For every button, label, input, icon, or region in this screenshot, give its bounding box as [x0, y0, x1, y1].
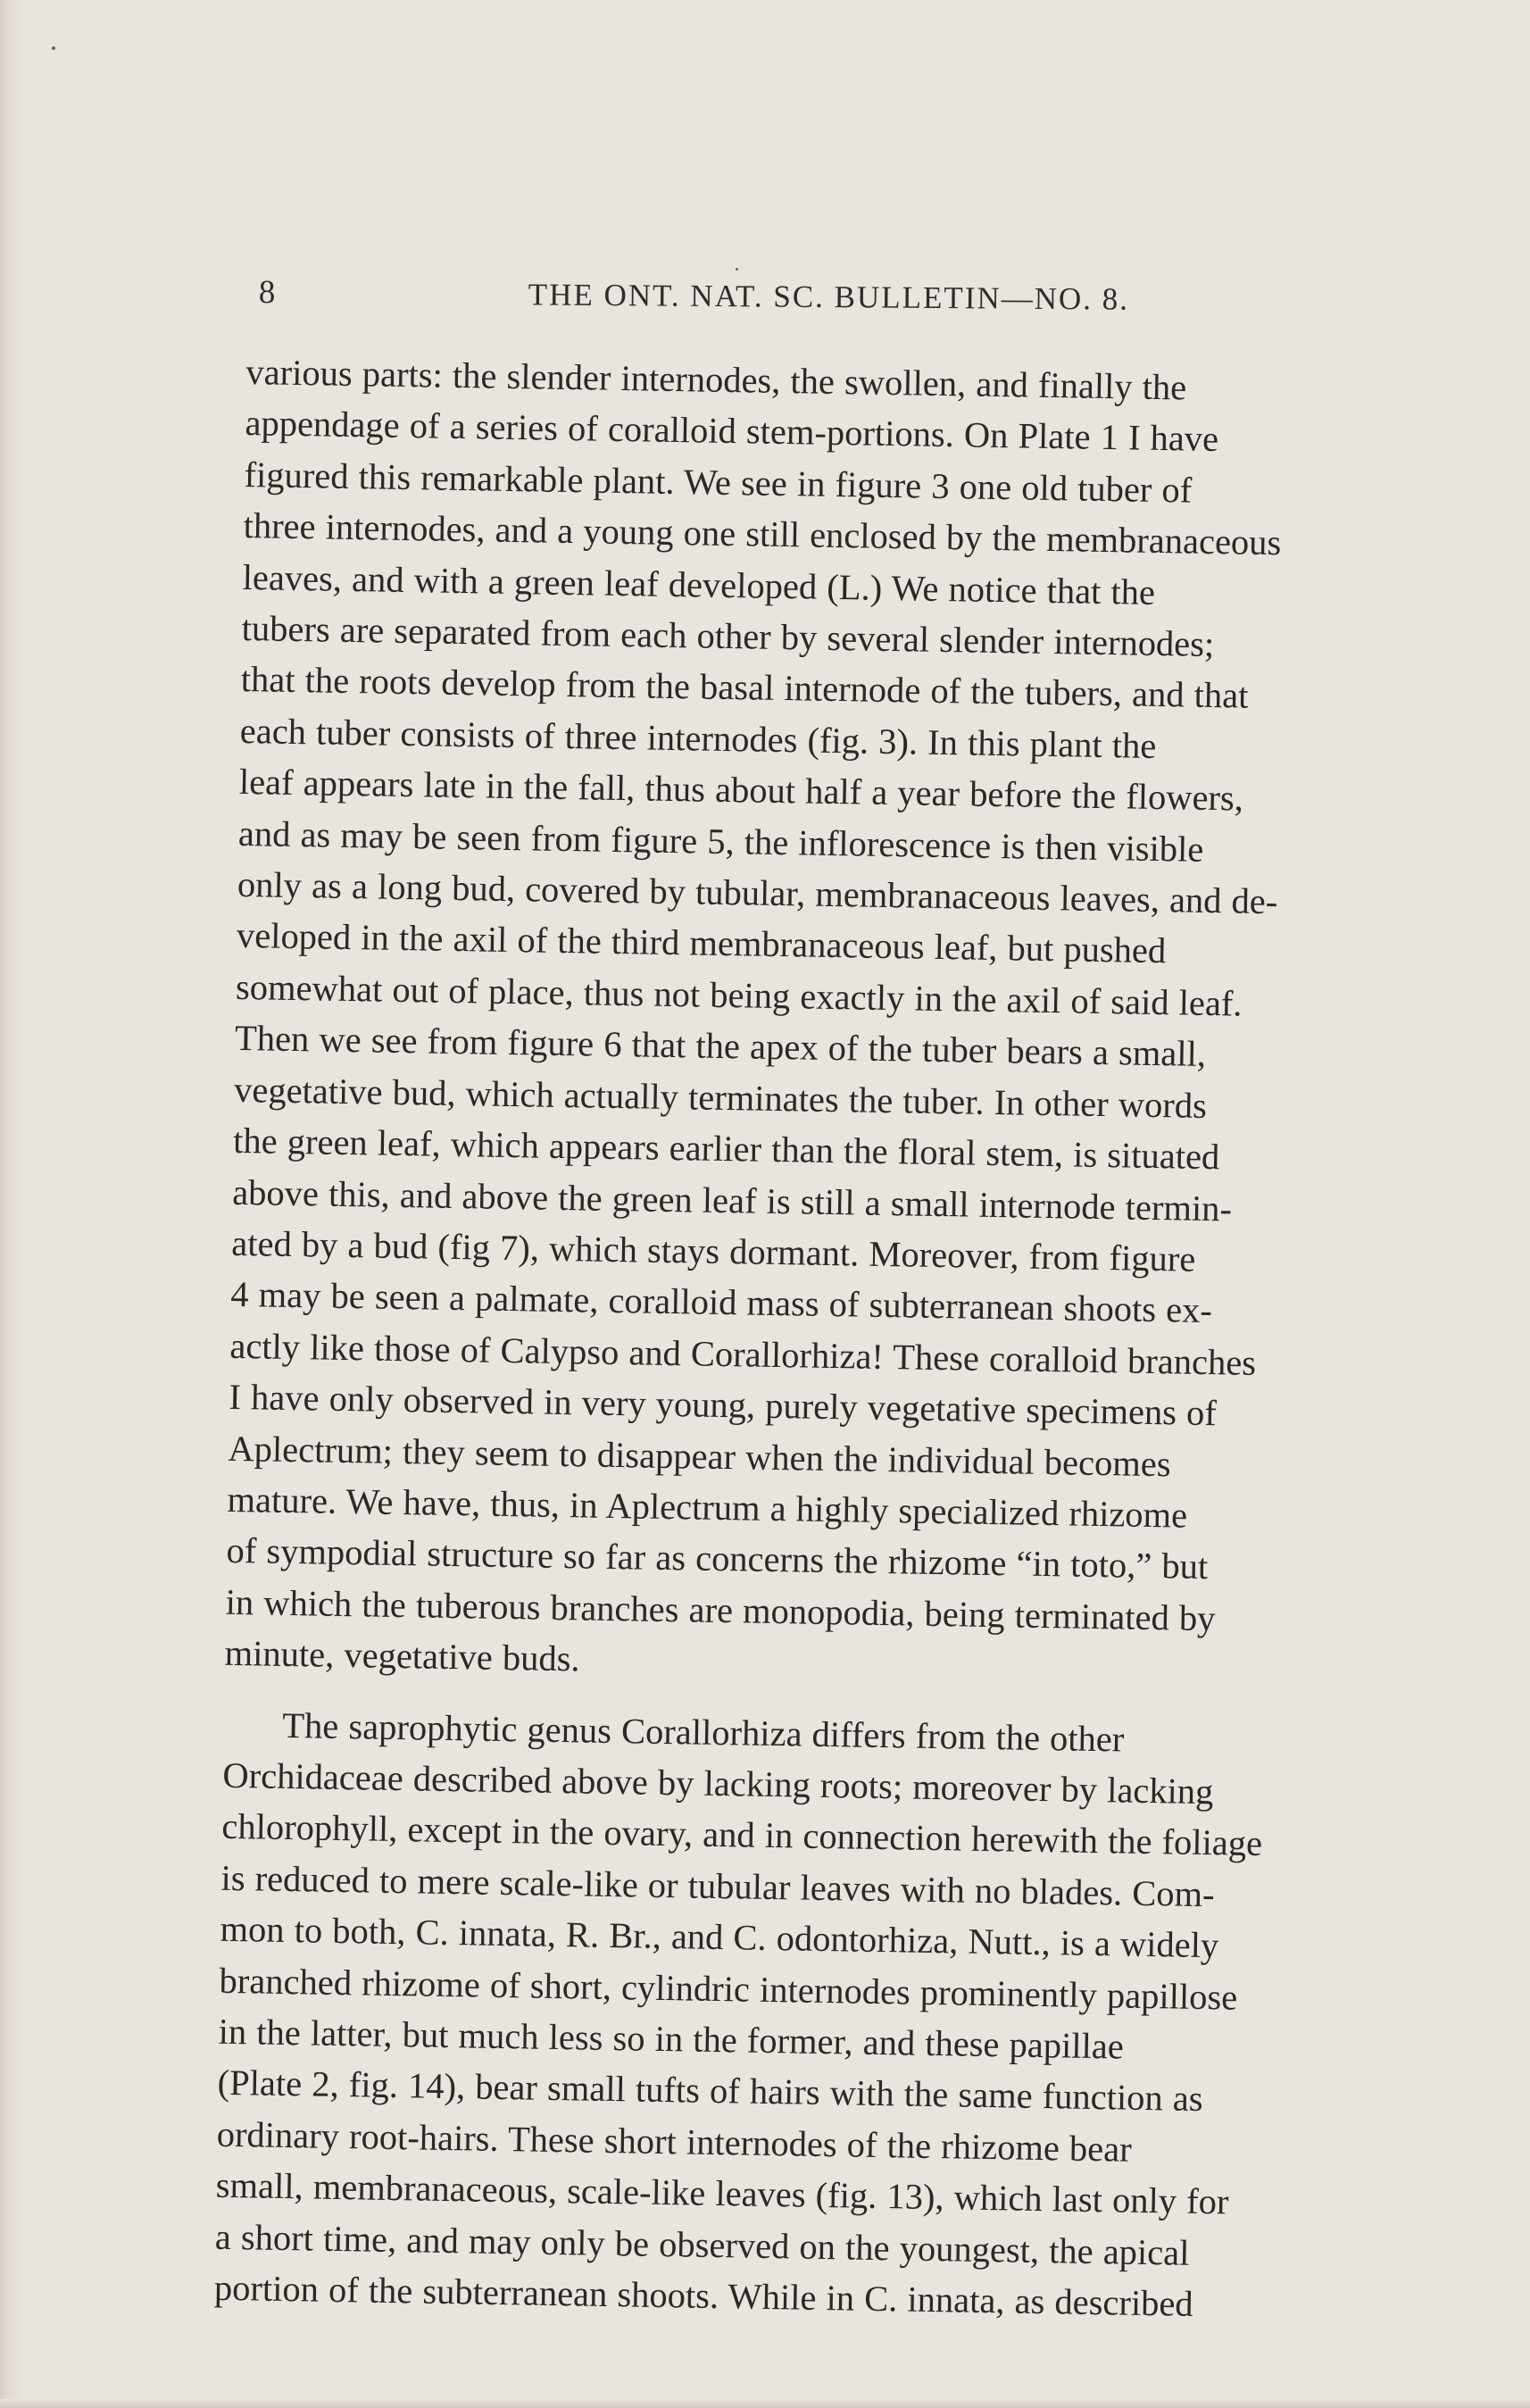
text-line: (Plate 2, fig. 14), bear small tufts of hairs with the same function as: [217, 2062, 1203, 2120]
text-line: Orchidaceae described above by lacking roots; moreover by lacking: [222, 1754, 1214, 1812]
text-line: a short time, and may only be observed on the youngest, the apical: [214, 2216, 1190, 2273]
page-bottom-edge: [0, 2399, 1530, 2408]
text-line: in which the tuberous branches are monopodia, being terminated by: [225, 1581, 1216, 1638]
text-line: that the roots develop from the basal internode of the tubers, and that: [240, 659, 1249, 717]
text-line: leaf appears late in the fall, thus about half a year before the flowers,: [238, 762, 1244, 819]
text-line: portion of the subterranean shoots. While in C. innata, as described: [213, 2267, 1194, 2324]
paragraph-2: [213, 1698, 1403, 2333]
text-line: each tuber consists of three internodes (fig. 3). In this plant the: [239, 710, 1157, 766]
text-line: appendage of a series of coralloid stem-portions. On Plate 1 I have: [245, 403, 1219, 460]
text-line: The saprophytic genus Corallorhiza differs from the other: [282, 1704, 1125, 1760]
text-line: actly like those of Calypso and Corallorhiza! These coralloid branches: [229, 1325, 1257, 1383]
text-line: I have only observed in very young, purely vegetative specimens of: [229, 1376, 1218, 1434]
text-line: figured this remarkable plant. We see in figure 3 one old tuber of: [244, 454, 1193, 511]
text-line: Aplectrum; they seem to disappear when the individual becomes: [228, 1428, 1171, 1484]
text-line: branched rhizome of short, cylindric internodes prominently papillose: [219, 1960, 1238, 2018]
text-line: in the latter, but much less so in the former, and these papillae: [218, 2011, 1125, 2067]
page-number: 8: [258, 273, 276, 312]
text-line: ated by a bud (fig 7), which stays dormant. Moreover, from figure: [230, 1222, 1196, 1279]
text-line: ordinary root-hairs. These short internodes of the rhizome bear: [216, 2113, 1133, 2170]
text-line: mon to both, C. innata, R. Br., and C. odontorhiza, Nutt., is a widely: [220, 1908, 1219, 1966]
text-line: the green leaf, which appears earlier than the floral stem, is situated: [232, 1120, 1220, 1178]
text-line: vegetative bud, which actually terminates the tuber. In other words: [233, 1069, 1208, 1126]
scan-speck: [52, 46, 55, 50]
body-text: [213, 346, 1426, 2333]
text-line: Then we see from figure 6 that the apex of the tuber bears a small,: [234, 1018, 1207, 1075]
text-line: above this, and above the green leaf is still a small internode termin-: [231, 1171, 1233, 1229]
text-line: various parts: the slender internodes, the swollen, and finally the: [245, 351, 1187, 408]
text-line: chlorophyll, except in the ovary, and in connection herewith the foliage: [221, 1806, 1263, 1864]
text-line: somewhat out of place, thus not being exactly in the axil of said leaf.: [235, 966, 1243, 1024]
page-gutter-edge: [0, 0, 23, 2408]
running-head: THE ONT. NAT. SC. BULLETIN—NO. 8.: [528, 277, 1130, 317]
page-header: [259, 268, 1178, 329]
text-line: three internodes, and a young one still enclosed by the membranaceous: [243, 505, 1282, 563]
text-line: mature. We have, thus, in Aplectrum a highly specialized rhizome: [227, 1479, 1188, 1536]
text-line: only as a long bud, covered by tubular, membranaceous leaves, and de-: [237, 863, 1278, 922]
text-line: of sympodial structure so far as concerns the rhizome “in toto,” but: [226, 1530, 1209, 1587]
text-line: minute, vegetative buds.: [224, 1632, 580, 1679]
text-line: veloped in the axil of the third membranaceous leaf, but pushed: [236, 915, 1167, 971]
scan-speck: [736, 268, 738, 271]
text-line: leaves, and with a green leaf developed (L.) We notice that the: [242, 556, 1156, 612]
paragraph-1: [224, 346, 1426, 1698]
text-line: tubers are separated from each other by several slender internodes;: [241, 607, 1215, 665]
text-line: small, membranaceous, scale-like leaves (fig. 13), which last only for: [215, 2164, 1229, 2222]
text-line: and as may be seen from figure 5, the inflorescence is then visible: [237, 812, 1204, 870]
text-line: is reduced to mere scale-like or tubular leaves with no blades. Com-: [220, 1857, 1215, 1914]
text-line: 4 may be seen a palmate, coralloid mass of subterranean shoots ex-: [230, 1274, 1213, 1331]
